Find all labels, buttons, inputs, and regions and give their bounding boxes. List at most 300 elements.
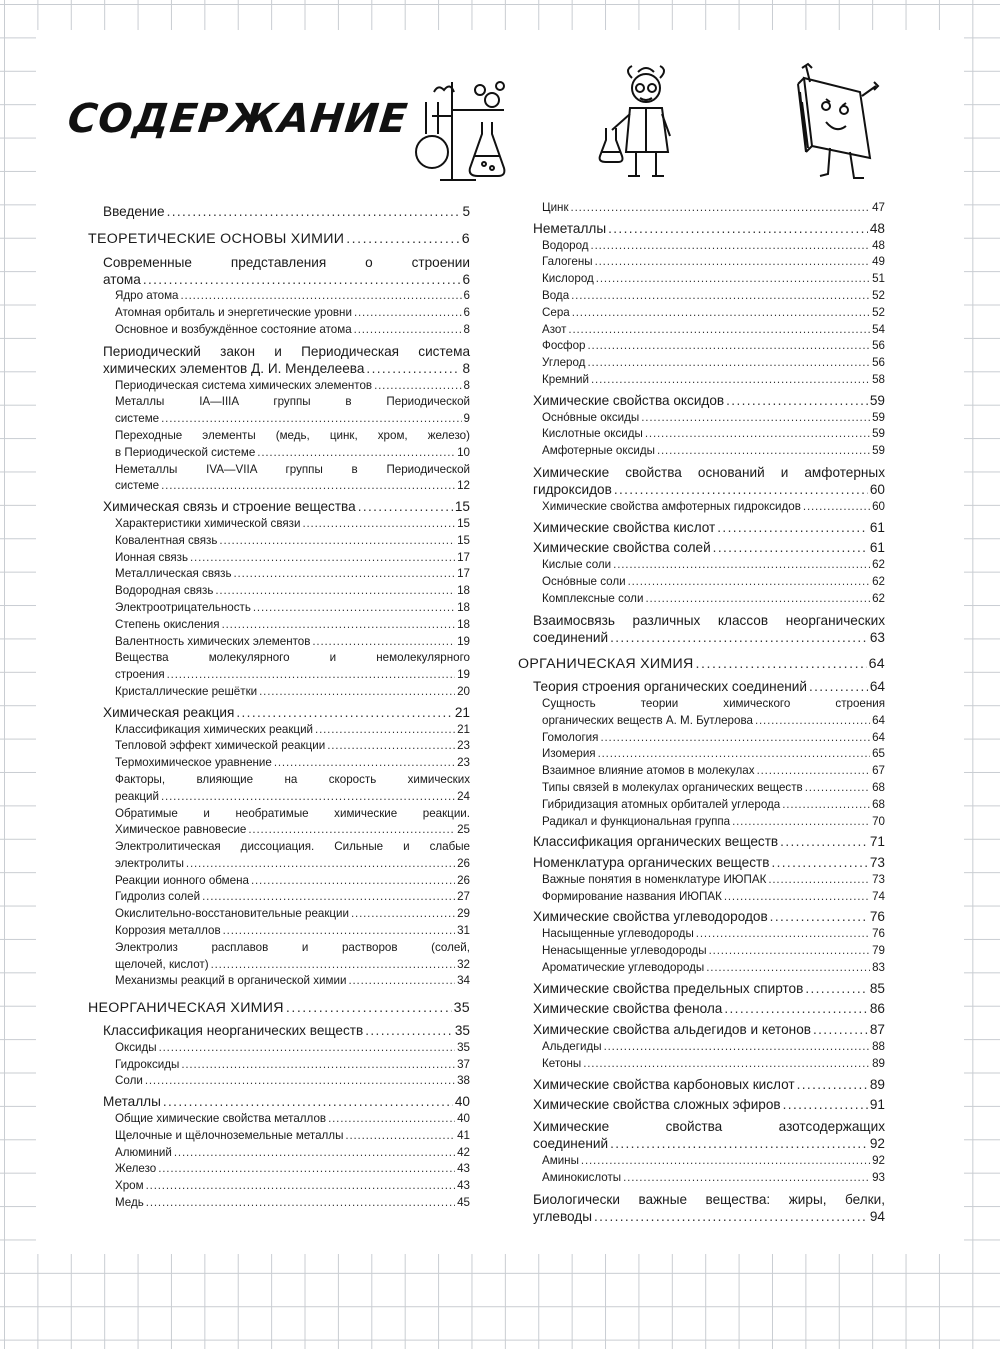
toc-entry[interactable]	[518, 426, 885, 443]
toc-page-number: 74	[872, 889, 885, 903]
toc-entry[interactable]	[518, 464, 885, 499]
toc-entry[interactable]	[88, 600, 470, 617]
toc-entry-title: Химические свойства альдегидов и кетонов	[533, 1022, 811, 1038]
toc-entry[interactable]	[88, 806, 470, 840]
toc-page-number: 43	[457, 1179, 470, 1193]
dot-leader	[312, 634, 455, 651]
toc-entry-title: Общие химические свойства металлов	[115, 1112, 327, 1126]
toc-page-number: 79	[872, 944, 885, 958]
toc-entry-title-line: Металлы IA—IIIA группы в Периодической	[115, 395, 470, 409]
toc-entry-title: Классификация органических веществ	[533, 834, 779, 850]
toc-entry[interactable]	[88, 705, 470, 722]
toc-entry[interactable]	[88, 772, 470, 806]
toc-page-number: 71	[869, 834, 885, 850]
toc-entry[interactable]	[518, 499, 885, 516]
toc-entry[interactable]	[88, 1057, 470, 1074]
toc-entry-title: Классификация неорганических веществ	[103, 1023, 364, 1039]
dot-leader	[604, 1039, 871, 1056]
toc-page-number: 58	[872, 372, 885, 386]
toc-entry-title: Реакции ионного обмена	[115, 873, 249, 887]
toc-entry[interactable]	[88, 684, 470, 701]
toc-entry[interactable]	[518, 763, 885, 780]
toc-entry[interactable]	[518, 696, 885, 730]
toc-entry[interactable]	[518, 1039, 885, 1056]
toc-page-number: 48	[872, 238, 885, 252]
toc-entry[interactable]	[518, 520, 885, 537]
toc-entry[interactable]	[518, 1022, 885, 1039]
dot-leader	[146, 1195, 455, 1212]
toc-entry[interactable]	[88, 394, 470, 428]
dot-leader	[365, 1023, 453, 1040]
toc-entry[interactable]	[518, 746, 885, 763]
toc-entry-title: Химические свойства фенола	[533, 1001, 723, 1017]
toc-page-number: 92	[869, 1136, 885, 1152]
toc-entry-title: Формирование названия ИЮПАК	[542, 889, 722, 903]
toc-entry[interactable]	[518, 1153, 885, 1170]
toc-page-number: 18	[457, 600, 470, 614]
dot-leader	[724, 889, 870, 906]
toc-page-number: 25	[457, 823, 470, 837]
dot-leader	[286, 1000, 452, 1017]
toc-page-number: 26	[457, 856, 470, 870]
toc-page-number: 19	[457, 668, 470, 682]
toc-entry[interactable]	[518, 574, 885, 591]
dot-leader	[596, 271, 870, 288]
toc-entry[interactable]	[518, 557, 885, 574]
toc-entry-title: Кислотные оксиды	[542, 427, 643, 441]
toc-page-number: 40	[454, 1094, 470, 1110]
toc-entry[interactable]	[88, 1145, 470, 1162]
dot-leader	[571, 200, 871, 217]
dot-leader	[610, 1136, 868, 1153]
toc-column-right	[518, 200, 885, 1225]
toc-page-number: 73	[872, 872, 885, 886]
toc-page-number: 65	[872, 747, 885, 761]
toc-entry-title: Водород	[542, 238, 589, 252]
toc-entry-title: Азот	[542, 322, 567, 336]
toc-entry[interactable]	[88, 650, 470, 684]
toc-entry-title: строения	[115, 668, 165, 682]
toc-page-number: 35	[453, 1000, 470, 1017]
toc-page-number: 18	[457, 584, 470, 598]
dot-leader	[348, 973, 455, 990]
dot-leader	[587, 355, 870, 372]
toc-entry-title: Химические свойства солей	[533, 540, 711, 556]
toc-entry[interactable]	[88, 889, 470, 906]
toc-page-number: 94	[869, 1208, 885, 1224]
toc-entry-title: Металлы	[103, 1094, 161, 1110]
toc-page-number: 29	[457, 907, 470, 921]
toc-page-number: 62	[872, 591, 885, 605]
dot-leader	[771, 855, 867, 872]
toc-page-number: 87	[869, 1022, 885, 1038]
toc-entry-title: Валентность химических элементов	[115, 634, 311, 648]
toc-entry[interactable]	[518, 591, 885, 608]
toc-entry[interactable]	[518, 393, 885, 410]
toc-page-number: 61	[869, 519, 885, 535]
dot-leader	[236, 705, 453, 722]
toc-entry[interactable]	[88, 1040, 470, 1057]
toc-entry-title: Химические свойства сложных эфиров	[533, 1097, 781, 1113]
dot-leader	[594, 1209, 868, 1226]
toc-entry-title: системе	[115, 479, 160, 493]
toc-entry[interactable]	[88, 204, 470, 221]
toc-entry-title: Коррозия металлов	[115, 924, 221, 938]
toc-entry[interactable]	[88, 1195, 470, 1212]
toc-entry[interactable]	[88, 550, 470, 567]
dot-leader	[143, 272, 461, 289]
dot-leader	[713, 540, 868, 557]
toc-entry-title: Механизмы реакций в органической химии	[115, 974, 347, 988]
page-title: СОДЕРЖАНИЕ	[65, 96, 411, 142]
toc-entry[interactable]	[518, 338, 885, 355]
dot-leader	[610, 630, 868, 647]
toc-page-number: 31	[457, 924, 470, 938]
toc-entry-title: НЕОРГАНИЧЕСКАЯ ХИМИЯ	[88, 1000, 284, 1017]
dot-leader	[251, 873, 455, 890]
toc-entry-title-line: Переходные элементы (медь, цинк, хром, железо)	[115, 428, 470, 442]
toc-page-number: 61	[869, 540, 885, 556]
dot-leader	[696, 656, 867, 673]
toc-entry[interactable]	[88, 873, 470, 890]
toc-page-number: 54	[872, 322, 885, 336]
toc-entry[interactable]	[88, 738, 470, 755]
dot-leader	[223, 923, 455, 940]
dot-leader	[302, 516, 455, 533]
toc-entry[interactable]	[88, 1178, 470, 1195]
toc-page-number: 41	[457, 1128, 470, 1142]
toc-entry[interactable]	[88, 343, 470, 378]
dot-leader	[181, 1057, 455, 1074]
toc-entry[interactable]	[518, 909, 885, 926]
toc-entry-title: Химические свойства карбоновых кислот	[533, 1076, 795, 1092]
toc-page-number: 88	[872, 1040, 885, 1054]
dot-leader	[709, 943, 870, 960]
dot-leader	[581, 1153, 870, 1170]
toc-entry[interactable]	[88, 1111, 470, 1128]
toc-entry[interactable]	[518, 872, 885, 889]
toc-entry[interactable]	[518, 780, 885, 797]
toc-entry-title: Железо	[115, 1162, 157, 1176]
toc-entry-title: химических элементов Д. И. Менделеева	[103, 360, 365, 376]
dot-leader	[628, 574, 871, 591]
toc-entry[interactable]	[518, 834, 885, 851]
dot-leader	[161, 789, 455, 806]
toc-entry[interactable]	[518, 814, 885, 831]
toc-entry[interactable]	[518, 1056, 885, 1073]
dot-leader	[657, 443, 870, 460]
toc-page-number: 35	[457, 1040, 470, 1054]
toc-entry-title: Ковалентная связь	[115, 533, 218, 547]
toc-page-number: 60	[872, 499, 885, 513]
toc-page-number: 45	[457, 1196, 470, 1210]
toc-entry[interactable]	[88, 583, 470, 600]
toc-entry[interactable]	[88, 428, 470, 462]
toc-page-number: 91	[869, 1097, 885, 1113]
toc-entry[interactable]	[88, 839, 470, 873]
toc-entry-title: Термохимическое уравнение	[115, 756, 272, 770]
toc-page-number: 56	[872, 339, 885, 353]
dot-leader	[641, 410, 870, 427]
toc-entry-title: Металлическая связь	[115, 567, 232, 581]
dot-leader	[805, 780, 870, 797]
toc-page-number: 93	[872, 1170, 885, 1184]
toc-entry[interactable]	[518, 1170, 885, 1187]
dot-leader	[366, 361, 460, 378]
toc-page-number: 43	[457, 1162, 470, 1176]
toc-entry-title: Амины	[542, 1154, 579, 1168]
dot-leader	[583, 1056, 870, 1073]
dot-leader	[600, 730, 870, 747]
dot-leader	[257, 445, 455, 462]
dot-leader	[797, 1077, 868, 1094]
toc-entry[interactable]	[518, 355, 885, 372]
toc-entry[interactable]	[518, 1118, 885, 1153]
toc-entry[interactable]	[88, 231, 470, 248]
dot-leader	[159, 1040, 456, 1057]
dot-leader	[222, 617, 456, 634]
toc-entry-title-line: Факторы, влияющие на скорость химических	[115, 772, 470, 786]
toc-entry-title: Галогены	[542, 255, 593, 269]
toc-entry-title: Кристаллические решётки	[115, 684, 258, 698]
dot-leader	[645, 591, 870, 608]
toc-entry[interactable]	[518, 656, 885, 673]
dot-leader	[354, 322, 462, 339]
toc-entry[interactable]	[518, 410, 885, 427]
dot-leader	[613, 557, 870, 574]
toc-page-number: 49	[872, 255, 885, 269]
toc-entry[interactable]	[518, 960, 885, 977]
toc-page-number: 47	[872, 201, 885, 214]
toc-entry[interactable]	[518, 271, 885, 288]
toc-page-number: 17	[457, 550, 470, 564]
toc-page-number: 52	[872, 288, 885, 302]
toc-page-number: 8	[463, 378, 470, 392]
dot-leader	[146, 1178, 455, 1195]
toc-entry-title-line: Периодический закон и Периодическая система	[103, 343, 470, 359]
toc-page-number: 23	[457, 756, 470, 770]
toc-entry-title: Медь	[115, 1196, 144, 1210]
toc-page-number: 15	[457, 516, 470, 530]
toc-page-number: 52	[872, 305, 885, 319]
toc-entry[interactable]	[518, 254, 885, 271]
toc-entry[interactable]	[88, 722, 470, 739]
toc-entry[interactable]	[88, 973, 470, 990]
scientist-icon	[598, 64, 688, 184]
toc-entry-title: гидроксидов	[533, 481, 612, 497]
toc-page-number: 86	[869, 1001, 885, 1017]
toc-entry[interactable]	[518, 889, 885, 906]
toc-entry[interactable]	[518, 730, 885, 747]
toc-entry[interactable]	[88, 940, 470, 974]
toc-entry[interactable]	[88, 533, 470, 550]
dot-leader	[717, 520, 868, 537]
dot-leader	[732, 814, 870, 831]
toc-entry[interactable]	[518, 443, 885, 460]
toc-entry[interactable]	[518, 305, 885, 322]
toc-entry[interactable]	[518, 322, 885, 339]
toc-entry-title: Периодическая система химических элементов	[115, 378, 373, 392]
toc-entry[interactable]	[518, 612, 885, 647]
toc-page-number: 23	[457, 739, 470, 753]
dot-leader	[202, 889, 455, 906]
toc-entry[interactable]	[518, 679, 885, 696]
toc-entry[interactable]	[518, 288, 885, 305]
toc-page-number: 19	[457, 634, 470, 648]
toc-entry[interactable]	[518, 1191, 885, 1226]
toc-entry-title-line: Неметаллы IVA—VIIA группы в Периодической	[115, 462, 470, 476]
toc-page-number: 70	[872, 814, 885, 828]
book-character-icon	[790, 62, 882, 186]
toc-page-number: 59	[872, 444, 885, 458]
toc-entry[interactable]	[88, 462, 470, 496]
toc-entry[interactable]	[88, 499, 470, 516]
toc-entry-title-line: Электролиз расплавов и растворов (солей,	[115, 940, 470, 954]
dot-leader	[186, 856, 455, 873]
dot-leader	[345, 1128, 455, 1145]
toc-page-number: 6	[463, 306, 470, 320]
toc-entry-title: Комплексные соли	[542, 591, 644, 605]
toc-page-number: 6	[462, 271, 470, 287]
dot-leader	[572, 305, 870, 322]
toc-page-number: 10	[457, 445, 470, 459]
toc-entry[interactable]	[88, 378, 470, 395]
toc-entry-title: Кислые соли	[542, 558, 612, 572]
toc-entry[interactable]	[88, 322, 470, 339]
toc-page-number: 63	[869, 629, 885, 645]
dot-leader	[219, 533, 455, 550]
toc-entry-title: Тепловой эффект химической реакции	[115, 739, 326, 753]
toc-entry-title: Гомология	[542, 730, 599, 744]
toc-entry[interactable]	[518, 200, 885, 217]
toc-entry[interactable]	[88, 1161, 470, 1178]
toc-entry-title: электролиты	[115, 856, 184, 870]
dot-leader	[327, 738, 455, 755]
toc-entry[interactable]	[518, 540, 885, 557]
toc-page-number: 85	[869, 980, 885, 996]
toc-entry[interactable]	[88, 288, 470, 305]
toc-page-number: 42	[457, 1145, 470, 1159]
toc-entry[interactable]	[88, 516, 470, 533]
toc-page-number: 48	[869, 220, 885, 236]
toc-entry-title: щелочей, кислот)	[115, 957, 209, 971]
dot-leader	[374, 378, 461, 395]
toc-entry[interactable]	[518, 855, 885, 872]
toc-entry[interactable]	[518, 372, 885, 389]
toc-entry-title: Углерод	[542, 356, 586, 370]
toc-entry[interactable]	[88, 1000, 470, 1017]
toc-entry-title: Введение	[103, 204, 165, 219]
toc-entry-title: Кетоны	[542, 1056, 582, 1070]
toc-page-number: 60	[869, 481, 885, 497]
toc-page-number: 21	[454, 704, 470, 720]
toc-page-number: 15	[454, 499, 470, 515]
toc-entry[interactable]	[518, 221, 885, 238]
toc-entry-title: атома	[103, 271, 141, 287]
toc-entry[interactable]	[88, 755, 470, 772]
toc-entry[interactable]	[518, 1097, 885, 1114]
toc-entry[interactable]	[518, 238, 885, 255]
toc-entry-title: Альдегиды	[542, 1040, 602, 1054]
toc-entry[interactable]	[88, 923, 470, 940]
dot-leader	[315, 722, 455, 739]
toc-entry-title: Гидроксиды	[115, 1057, 180, 1071]
dot-leader	[354, 305, 462, 322]
toc-entry[interactable]	[518, 926, 885, 943]
toc-entry[interactable]	[88, 634, 470, 651]
toc-entry-title: Ароматические углеводороды	[542, 960, 705, 974]
toc-entry[interactable]	[88, 1023, 470, 1040]
toc-entry-title: Фосфор	[542, 339, 586, 353]
toc-entry[interactable]	[518, 797, 885, 814]
toc-page-number: 64	[869, 679, 885, 695]
toc-entry[interactable]	[88, 1094, 470, 1111]
dot-leader	[259, 684, 455, 701]
toc-page-number: 89	[872, 1056, 885, 1070]
dot-leader	[588, 338, 871, 355]
toc-entry-title: Важные понятия в номенклатуре ИЮПАК	[542, 872, 767, 886]
toc-entry[interactable]	[518, 943, 885, 960]
toc-entry[interactable]	[518, 981, 885, 998]
toc-page-number: 89	[869, 1076, 885, 1092]
toc-page-number: 67	[872, 764, 885, 778]
toc-page-number: 64	[872, 730, 885, 744]
dot-leader	[809, 679, 868, 696]
toc-entry[interactable]	[88, 617, 470, 634]
dot-leader	[351, 906, 455, 923]
toc-entry[interactable]	[88, 566, 470, 583]
toc-entry[interactable]	[88, 254, 470, 289]
toc-entry[interactable]	[88, 305, 470, 322]
dot-leader	[145, 1073, 455, 1090]
toc-page-number: 37	[457, 1057, 470, 1071]
toc-entry-title: Характеристики химической связи	[115, 516, 301, 530]
toc-entry[interactable]	[88, 906, 470, 923]
toc-page-number: 26	[457, 873, 470, 887]
dot-leader	[724, 1001, 868, 1018]
dot-leader	[190, 550, 455, 567]
toc-page-number: 17	[457, 567, 470, 581]
toc-entry-title: Гидролиз солей	[115, 890, 201, 904]
dot-leader	[813, 1022, 868, 1039]
toc-page-number: 51	[872, 272, 885, 286]
toc-entry-title: ОРГАНИЧЕСКАЯ ХИМИЯ	[518, 656, 694, 673]
toc-column-left	[88, 200, 470, 1212]
dot-leader	[782, 797, 870, 814]
toc-entry-title: Химические свойства кислот	[533, 519, 716, 535]
dot-leader	[174, 1145, 455, 1162]
toc-entry-title: Взаимное влияние атомов в молекулах	[542, 764, 755, 778]
toc-page-number: 56	[872, 356, 885, 370]
toc-page-number: 40	[457, 1112, 470, 1126]
toc-entry[interactable]	[518, 1077, 885, 1094]
toc-entry-title: углеводы	[533, 1208, 592, 1224]
toc-entry[interactable]	[88, 1128, 470, 1145]
toc-entry[interactable]	[518, 1001, 885, 1018]
toc-entry-title-line: Сущность теории химического строения	[542, 696, 885, 710]
toc-entry[interactable]	[88, 1073, 470, 1090]
toc-page-number: 21	[457, 722, 470, 736]
dot-leader	[161, 478, 455, 495]
toc-entry-title: реакций	[115, 789, 160, 803]
toc-entry-title: Степень окисления	[115, 617, 220, 631]
toc-entry-title: Окислительно-восстановительные реакции	[115, 907, 350, 921]
dot-leader	[161, 411, 461, 428]
toc-entry-title: Химическая связь и строение вещества	[103, 499, 356, 515]
toc-entry-title: соединений	[533, 629, 609, 645]
toc-entry-title: Типы связей в молекулах органических веществ	[542, 780, 803, 794]
dot-leader	[253, 600, 455, 617]
